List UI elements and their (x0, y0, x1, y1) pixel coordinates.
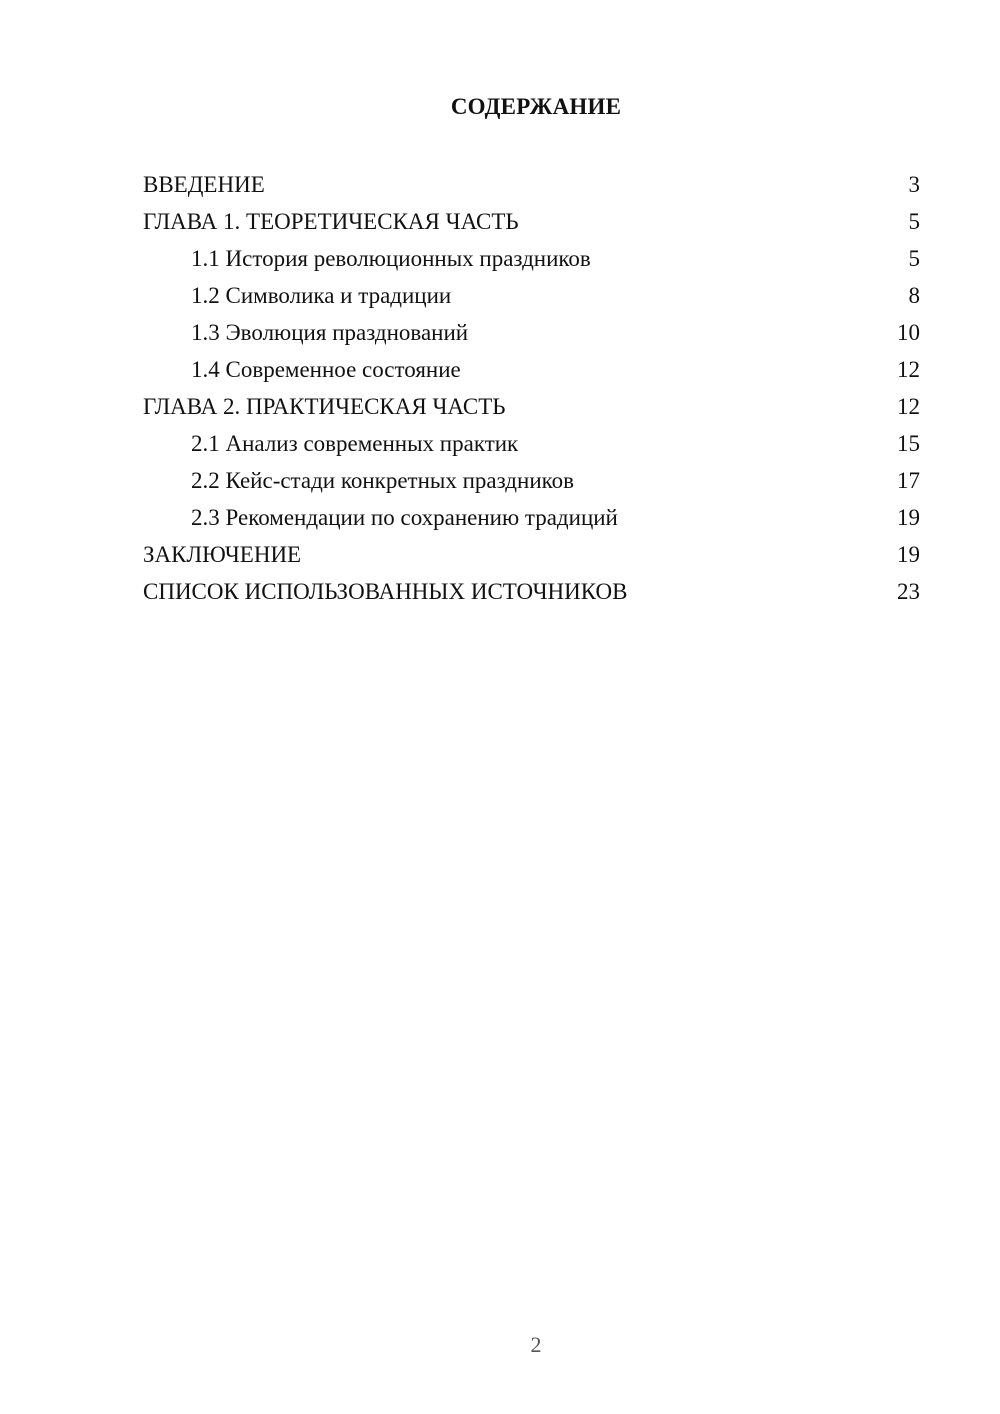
toc-entry-label: 1.2 Символика и традиции (191, 283, 452, 308)
toc-entry-chapter-2 (143, 388, 920, 425)
toc-entry-page: 17 (897, 468, 920, 493)
toc-entry-section-1-3 (143, 314, 920, 351)
toc-entry-page: 3 (908, 172, 920, 197)
toc-entry-references (143, 573, 920, 610)
toc-entry-label: ГЛАВА 1. ТЕОРЕТИЧЕСКАЯ ЧАСТЬ (143, 209, 519, 234)
toc-entry-label: 2.1 Анализ современных практик (191, 431, 519, 456)
toc-entry-introduction (143, 166, 920, 203)
toc-entry-page: 15 (897, 431, 920, 456)
toc-entry-page: 10 (897, 320, 920, 345)
page-number: 2 (530, 1332, 542, 1357)
toc-entry-page: 5 (908, 246, 920, 271)
toc-entry-page: 12 (897, 394, 920, 419)
toc-entry-label: 2.3 Рекомендации по сохранению традиций (191, 505, 618, 530)
toc-entry-section-1-2 (143, 277, 920, 314)
toc-entry-section-2-3 (143, 499, 920, 536)
table-of-contents (143, 166, 920, 610)
toc-entry-section-1-4 (143, 351, 920, 388)
toc-entry-page: 8 (908, 283, 920, 308)
toc-entry-conclusion (143, 536, 920, 573)
toc-entry-label: 1.4 Современное состояние (191, 357, 461, 382)
page-title: СОДЕРЖАНИЕ (450, 94, 622, 119)
toc-entry-page: 23 (897, 579, 920, 604)
toc-entry-label: ВВЕДЕНИЕ (143, 172, 265, 197)
toc-entry-page: 19 (897, 542, 920, 567)
toc-entry-page: 12 (897, 357, 920, 382)
toc-entry-label: 1.1 История революционных праздников (191, 246, 591, 271)
toc-entry-label: 1.3 Эволюция празднований (191, 320, 469, 345)
toc-entry-label: 2.2 Кейс-стади конкретных праздников (191, 468, 574, 493)
toc-entry-page: 5 (908, 209, 920, 234)
toc-entry-section-2-2 (143, 462, 920, 499)
toc-entry-chapter-1 (143, 203, 920, 240)
toc-entry-label: ЗАКЛЮЧЕНИЕ (143, 542, 302, 567)
toc-entry-label: ГЛАВА 2. ПРАКТИЧЕСКАЯ ЧАСТЬ (143, 394, 506, 419)
toc-entry-section-2-1 (143, 425, 920, 462)
toc-entry-page: 19 (897, 505, 920, 530)
toc-entry-label: СПИСОК ИСПОЛЬЗОВАННЫХ ИСТОЧНИКОВ (143, 579, 628, 604)
toc-entry-section-1-1 (143, 240, 920, 277)
